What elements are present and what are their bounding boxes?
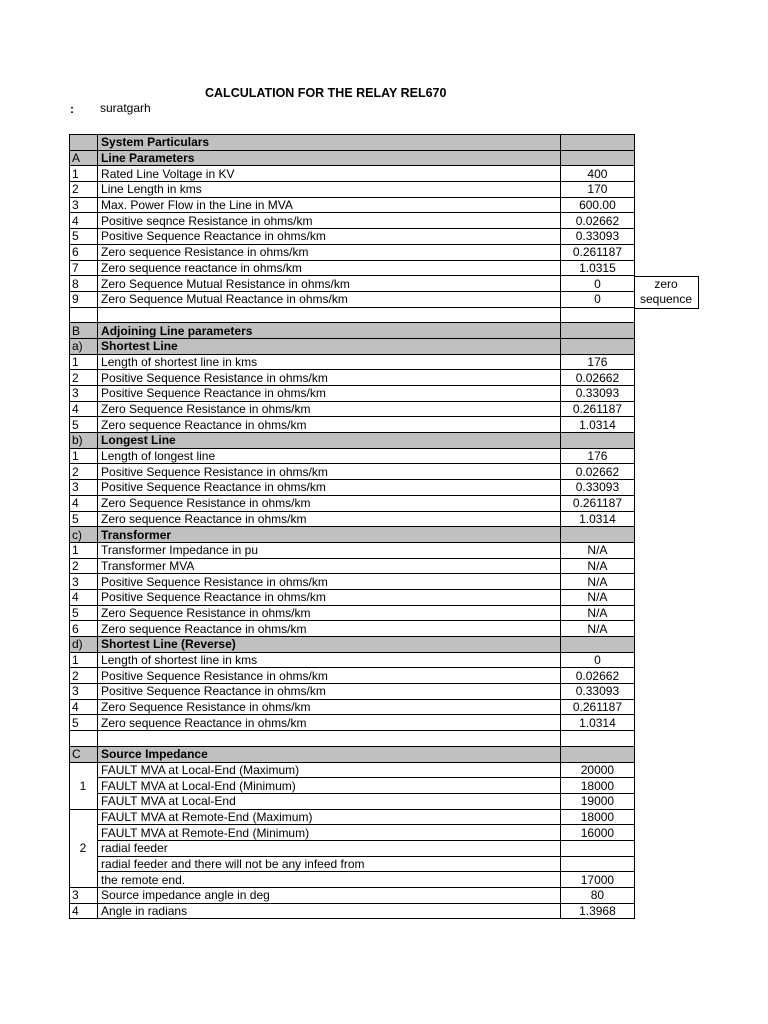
row-number-cell: 1 xyxy=(70,652,98,668)
parameter-value-cell: 0.02662 xyxy=(560,668,634,684)
page-title: CALCULATION FOR THE RELAY REL670 xyxy=(205,86,447,100)
row-number-cell: 2 xyxy=(70,558,98,574)
parameter-label-cell: Rated Line Voltage in KV xyxy=(98,166,561,182)
parameter-value-cell xyxy=(560,746,634,762)
parameter-label-cell: Zero sequence Resistance in ohms/km xyxy=(98,244,561,260)
parameter-value-cell xyxy=(560,323,634,339)
table-row xyxy=(70,778,635,794)
table-row xyxy=(70,731,635,747)
row-number-cell xyxy=(70,135,98,151)
table-row xyxy=(70,480,635,496)
parameter-value-cell xyxy=(560,433,634,449)
row-number-cell: 1 xyxy=(70,542,98,558)
parameter-value-cell: 1.0314 xyxy=(560,511,634,527)
parameter-label-cell: Positive Sequence Resistance in ohms/km xyxy=(98,464,561,480)
parameter-value-cell: 20000 xyxy=(560,762,634,778)
table-row xyxy=(70,370,635,386)
parameter-label-cell: Transformer xyxy=(98,527,561,543)
table-row xyxy=(70,621,635,637)
parameter-value-cell: N/A xyxy=(560,621,634,637)
row-number-cell: 3 xyxy=(70,386,98,402)
row-number-cell: a) xyxy=(70,338,98,354)
parameter-value-cell: 16000 xyxy=(560,825,634,841)
row-number-cell: 8 xyxy=(70,276,98,292)
table-row xyxy=(70,354,635,370)
row-number-cell: 4 xyxy=(70,699,98,715)
parameter-label-cell: Zero sequence reactance in ohms/km xyxy=(98,260,561,276)
parameter-value-cell: 18000 xyxy=(560,778,634,794)
parameter-label-cell: Positive Sequence Resistance in ohms/km xyxy=(98,574,561,590)
table-row xyxy=(70,213,635,229)
parameter-label-cell: Positive Sequence Reactance in ohms/km xyxy=(98,229,561,245)
row-number-cell: 3 xyxy=(70,197,98,213)
parameter-value-cell xyxy=(560,307,634,323)
section-header-row xyxy=(70,150,635,166)
parameter-label-cell: Shortest Line xyxy=(98,338,561,354)
parameter-value-cell: N/A xyxy=(560,558,634,574)
table-row xyxy=(70,464,635,480)
parameter-value-cell xyxy=(560,527,634,543)
parameter-label-cell: Source impedance angle in deg xyxy=(98,888,561,904)
row-number-cell: 5 xyxy=(70,605,98,621)
parameter-label-cell: the remote end. xyxy=(98,872,561,888)
table-row xyxy=(70,495,635,511)
table-row xyxy=(70,197,635,213)
table-row xyxy=(70,166,635,182)
parameter-value-cell xyxy=(560,338,634,354)
parameter-label-cell: Transformer Impedance in pu xyxy=(98,542,561,558)
parameter-value-cell: 170 xyxy=(560,182,634,198)
parameter-label-cell xyxy=(98,307,561,323)
parameter-label-cell: Line Length in kms xyxy=(98,182,561,198)
parameter-label-cell: radial feeder and there will not be any infeed from xyxy=(98,856,561,872)
parameter-value-cell xyxy=(560,840,634,856)
parameter-label-cell: System Particulars xyxy=(98,135,561,151)
zero-sequence-note xyxy=(634,276,699,309)
site-colon: : xyxy=(70,102,74,116)
parameter-value-cell xyxy=(560,856,634,872)
section-header-row xyxy=(70,527,635,543)
row-number-cell: 3 xyxy=(70,888,98,904)
note-line-1: zero xyxy=(654,277,678,291)
table-row xyxy=(70,182,635,198)
row-number-cell: 4 xyxy=(70,589,98,605)
table-row xyxy=(70,684,635,700)
parameter-label-cell: Line Parameters xyxy=(98,150,561,166)
table-row xyxy=(70,589,635,605)
row-number-cell: 5 xyxy=(70,511,98,527)
parameter-label-cell: Shortest Line (Reverse) xyxy=(98,637,561,653)
row-number-cell: C xyxy=(70,746,98,762)
table-row xyxy=(70,809,635,825)
table-row xyxy=(70,699,635,715)
parameter-label-cell: FAULT MVA at Remote-End (Minimum) xyxy=(98,825,561,841)
parameter-label-cell: Positive Sequence Reactance in ohms/km xyxy=(98,386,561,402)
parameter-label-cell: Zero Sequence Mutual Reactance in ohms/km xyxy=(98,291,561,307)
parameter-value-cell: 0.261187 xyxy=(560,401,634,417)
row-number-cell: 5 xyxy=(70,229,98,245)
parameter-label-cell: Positive Sequence Reactance in ohms/km xyxy=(98,480,561,496)
parameter-value-cell: 0.33093 xyxy=(560,386,634,402)
parameter-value-cell: 0.261187 xyxy=(560,244,634,260)
row-number-cell: A xyxy=(70,150,98,166)
parameter-label-cell: Zero sequence Reactance in ohms/km xyxy=(98,417,561,433)
site-name: suratgarh xyxy=(100,101,151,115)
parameter-label-cell: Max. Power Flow in the Line in MVA xyxy=(98,197,561,213)
table-row xyxy=(70,668,635,684)
parameter-value-cell: 0.02662 xyxy=(560,464,634,480)
parameter-value-cell xyxy=(560,637,634,653)
row-number-cell: 2 xyxy=(70,464,98,480)
parameter-label-cell: Positive Sequence Reactance in ohms/km xyxy=(98,589,561,605)
parameter-label-cell: Positive Sequence Resistance in ohms/km xyxy=(98,370,561,386)
parameter-value-cell: 0.33093 xyxy=(560,480,634,496)
table-row xyxy=(70,825,635,841)
table-row xyxy=(70,793,635,809)
table-row xyxy=(70,715,635,731)
parameter-label-cell: Positive Sequence Reactance in ohms/km xyxy=(98,684,561,700)
parameter-label-cell: Zero sequence Reactance in ohms/km xyxy=(98,621,561,637)
section-header-row xyxy=(70,323,635,339)
section-header-row xyxy=(70,433,635,449)
parameter-value-cell: 0 xyxy=(560,291,634,307)
table-row xyxy=(70,260,635,276)
table-row xyxy=(70,386,635,402)
parameter-label-cell: Source Impedance xyxy=(98,746,561,762)
parameter-value-cell: 0.261187 xyxy=(560,699,634,715)
row-number-cell: 7 xyxy=(70,260,98,276)
parameter-label-cell: Zero Sequence Resistance in ohms/km xyxy=(98,401,561,417)
row-number-cell: 2 xyxy=(70,370,98,386)
parameter-value-cell: N/A xyxy=(560,589,634,605)
parameters-table-body xyxy=(70,135,635,919)
parameter-label-cell: FAULT MVA at Local-End (Maximum) xyxy=(98,762,561,778)
row-number-cell: 4 xyxy=(70,401,98,417)
table-row xyxy=(70,542,635,558)
table-row xyxy=(70,417,635,433)
parameter-value-cell xyxy=(560,135,634,151)
parameter-label-cell: FAULT MVA at Local-End xyxy=(98,793,561,809)
parameter-value-cell: 1.0314 xyxy=(560,417,634,433)
table-row xyxy=(70,856,635,872)
parameter-label-cell xyxy=(98,731,561,747)
parameter-label-cell: Zero sequence Reactance in ohms/km xyxy=(98,511,561,527)
parameter-label-cell: Length of shortest line in kms xyxy=(98,354,561,370)
table-row xyxy=(70,558,635,574)
parameter-value-cell: 176 xyxy=(560,354,634,370)
row-number-cell: 2 xyxy=(70,809,98,887)
table-row xyxy=(70,276,635,292)
parameter-value-cell xyxy=(560,150,634,166)
parameter-value-cell: 176 xyxy=(560,448,634,464)
parameter-value-cell: 18000 xyxy=(560,809,634,825)
parameter-label-cell: Angle in radians xyxy=(98,903,561,919)
parameter-value-cell: 80 xyxy=(560,888,634,904)
parameter-value-cell: 0.33093 xyxy=(560,229,634,245)
table-row xyxy=(70,307,635,323)
row-number-cell: 5 xyxy=(70,715,98,731)
row-number-cell: 2 xyxy=(70,668,98,684)
parameter-label-cell: Zero Sequence Resistance in ohms/km xyxy=(98,495,561,511)
row-number-cell: 9 xyxy=(70,291,98,307)
parameter-value-cell: 1.0314 xyxy=(560,715,634,731)
parameter-label-cell: Zero Sequence Resistance in ohms/km xyxy=(98,605,561,621)
parameter-label-cell: Transformer MVA xyxy=(98,558,561,574)
table-row xyxy=(70,872,635,888)
parameter-label-cell: Zero Sequence Mutual Resistance in ohms/km xyxy=(98,276,561,292)
row-number-cell xyxy=(70,307,98,323)
parameter-value-cell: 17000 xyxy=(560,872,634,888)
table-row xyxy=(70,401,635,417)
parameter-value-cell: 0 xyxy=(560,276,634,292)
parameter-value-cell: 1.0315 xyxy=(560,260,634,276)
row-number-cell: B xyxy=(70,323,98,339)
row-number-cell: 4 xyxy=(70,495,98,511)
section-header-row xyxy=(70,637,635,653)
parameter-value-cell: 400 xyxy=(560,166,634,182)
row-number-cell: 3 xyxy=(70,684,98,700)
parameter-label-cell: Adjoining Line parameters xyxy=(98,323,561,339)
row-number-cell xyxy=(70,731,98,747)
parameter-value-cell: N/A xyxy=(560,574,634,590)
row-number-cell: 4 xyxy=(70,903,98,919)
section-header-row xyxy=(70,338,635,354)
parameter-value-cell: 0.02662 xyxy=(560,213,634,229)
parameter-label-cell: Positive Sequence Resistance in ohms/km xyxy=(98,668,561,684)
parameter-value-cell: N/A xyxy=(560,542,634,558)
parameter-label-cell: Zero sequence Reactance in ohms/km xyxy=(98,715,561,731)
table-row xyxy=(70,229,635,245)
parameter-label-cell: Longest Line xyxy=(98,433,561,449)
parameter-value-cell: 0.261187 xyxy=(560,495,634,511)
row-number-cell: 3 xyxy=(70,480,98,496)
table-row xyxy=(70,888,635,904)
section-header-row xyxy=(70,746,635,762)
row-number-cell: 1 xyxy=(70,354,98,370)
table-row xyxy=(70,448,635,464)
row-number-cell: c) xyxy=(70,527,98,543)
table-row xyxy=(70,291,635,307)
row-number-cell: 3 xyxy=(70,574,98,590)
table-row xyxy=(70,574,635,590)
row-number-cell: 5 xyxy=(70,417,98,433)
row-number-cell: 6 xyxy=(70,621,98,637)
section-header-row xyxy=(70,135,635,151)
row-number-cell: 1 xyxy=(70,448,98,464)
parameter-value-cell: 600.00 xyxy=(560,197,634,213)
parameter-label-cell: Length of longest line xyxy=(98,448,561,464)
parameter-label-cell: Zero Sequence Resistance in ohms/km xyxy=(98,699,561,715)
parameter-label-cell: Positive seqnce Resistance in ohms/km xyxy=(98,213,561,229)
table-row xyxy=(70,511,635,527)
parameter-value-cell: 0 xyxy=(560,652,634,668)
parameters-table xyxy=(69,134,635,919)
table-row xyxy=(70,762,635,778)
row-number-cell: b) xyxy=(70,433,98,449)
row-number-cell: 1 xyxy=(70,762,98,809)
parameter-value-cell: 19000 xyxy=(560,793,634,809)
parameter-label-cell: radial feeder xyxy=(98,840,561,856)
parameter-value-cell: 1.3968 xyxy=(560,903,634,919)
parameter-label-cell: FAULT MVA at Local-End (Minimum) xyxy=(98,778,561,794)
table-row xyxy=(70,840,635,856)
table-row xyxy=(70,903,635,919)
parameter-value-cell: 0.02662 xyxy=(560,370,634,386)
row-number-cell: 6 xyxy=(70,244,98,260)
parameter-value-cell xyxy=(560,731,634,747)
table-row xyxy=(70,652,635,668)
row-number-cell: d) xyxy=(70,637,98,653)
parameter-value-cell: 0.33093 xyxy=(560,684,634,700)
table-row xyxy=(70,244,635,260)
parameter-label-cell: FAULT MVA at Remote-End (Maximum) xyxy=(98,809,561,825)
row-number-cell: 2 xyxy=(70,182,98,198)
row-number-cell: 1 xyxy=(70,166,98,182)
note-line-2: sequence xyxy=(639,292,693,306)
table-row xyxy=(70,605,635,621)
parameter-label-cell: Length of shortest line in kms xyxy=(98,652,561,668)
row-number-cell: 4 xyxy=(70,213,98,229)
parameter-value-cell: N/A xyxy=(560,605,634,621)
